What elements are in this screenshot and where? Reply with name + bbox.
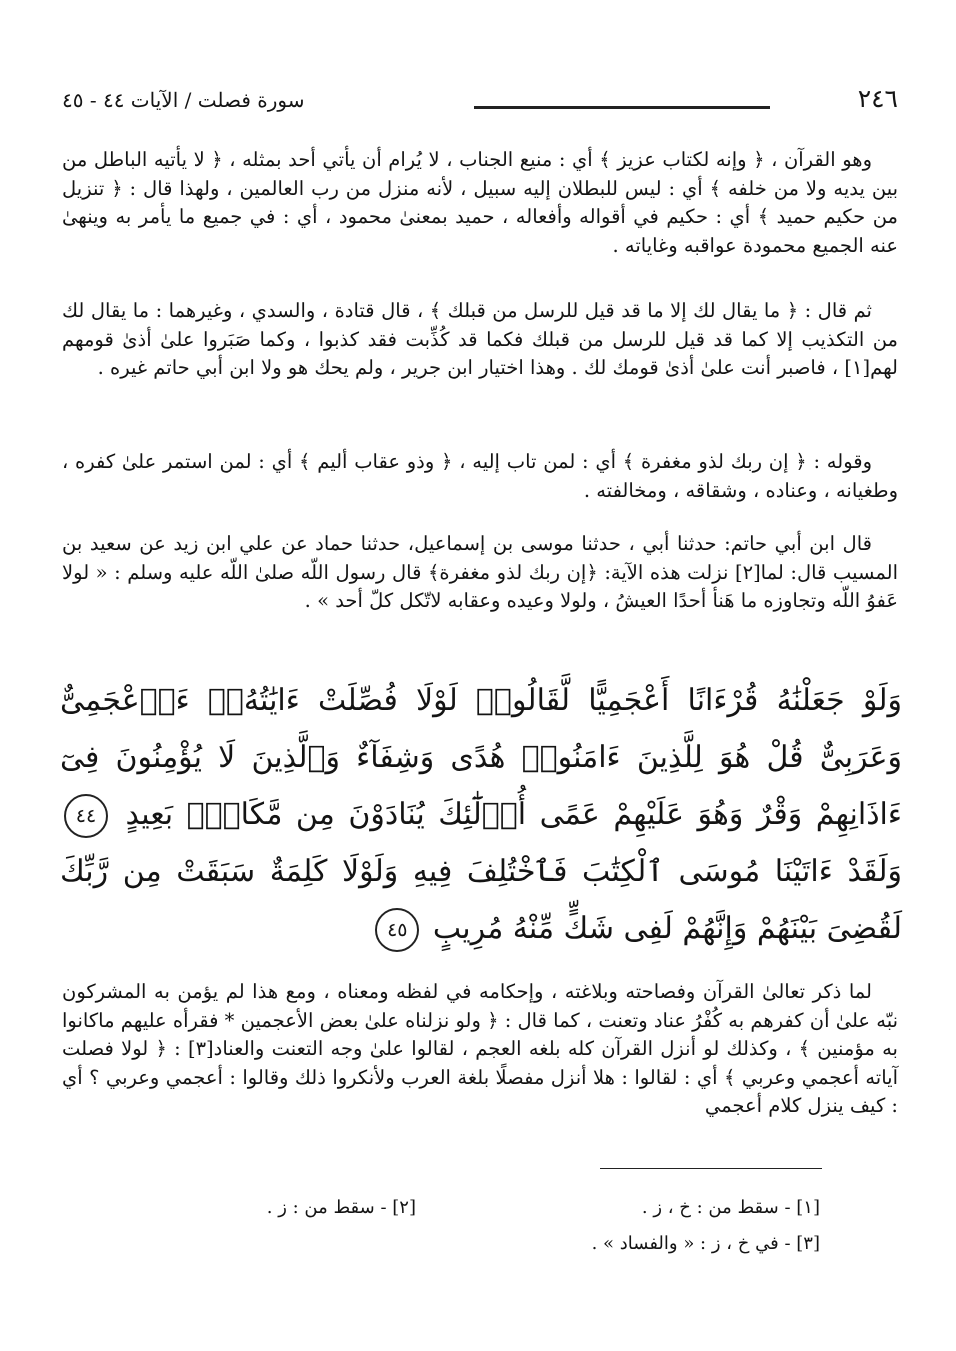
paragraph-line: ثم قال : ﴿ ما يقال لك إلا ما قد قيل للرسل من قبلك ﴾ ، قال قتادة ، والسدي ، <box>238 299 872 322</box>
paragraph-line: استمر علىٰ كفره ، وطغيانه ، وعناده ، وشقاقه ، ومخالفته . <box>62 450 898 502</box>
paragraph-4 <box>62 530 898 660</box>
paragraph-line: قال ابن أبي حاتم: حدثنا أبي ، حدثنا موسى بن إسماعيل، حدثنا حماد عن علي ابن زيد <box>173 532 872 555</box>
paragraph-line: يأتيه الباطل من بين يديه ولا من خلفه ﴾ أي : ليس للبطلان إليه سبيل ، لأنه منزل من رب <box>62 148 899 200</box>
paragraph-line: العالمين ، ولهذا قال : ﴿ تنزيل من حكيم حميد ﴾ أي : حكيم في أقواله وأفعاله ، حميد بمعنىٰ <box>62 176 898 229</box>
verse-45-text: وَلَقَدْ ءَاتَيْنَا مُوسَى ٱلْكِتَٰبَ فَٱخْتُلِفَ فِيهِ وَلَوْلَا كَلِمَةٌ سَبَقَتْ مِن رَّبِّكَ لَقُضِىَ بَيْنَهُمْ وَإِنَّهُمْ لَفِى شَكٍّ مِّنْهُ مُرِيبٍ <box>60 854 902 946</box>
surah-title: سورة فصلت / الآيات ٤٤ - ٤٥ <box>62 88 305 112</box>
paragraph-5 <box>62 978 898 1148</box>
paragraph-2 <box>62 297 898 433</box>
paragraph-line: لقالوا علىٰ وجه التعنت والعناد[٣] : ﴿ لولا فصلت آياته أعجمي وعربي ﴾ أي : لقالوا : هلا <box>62 1037 898 1089</box>
page-number: ٢٤٦ <box>857 84 898 113</box>
paragraph-line: كلّ أحد » . <box>304 589 394 613</box>
footnote-2 <box>267 1196 416 1220</box>
paragraph-3 <box>62 448 898 508</box>
footnote-label: [١] - <box>784 1197 820 1218</box>
footnote-text: سقط من : ز . <box>266 1197 375 1218</box>
paragraph-line: أنزل مفصلًا بلغة العرب ولأنكروا ذلك وقالوا : أعجمي وعربي ؟ أي : كيف ينزل كلام أعجمي <box>62 1065 898 1118</box>
paragraph-line: عن سعيد بن المسيب قال: لما[٢] نزلت هذه الآية: ﴿إن ربك لذو مغفرة﴾ قال رسول اللّه صلىٰ <box>62 532 898 584</box>
paragraph-line: وقوله : ﴿ إن ربك لذو مغفرة ﴾ أي : لمن تاب إليه ، ﴿ وذو عقاب أليم ﴾ أي : لمن <box>219 450 873 473</box>
paragraph-line: وغيرهما : ما يقال لك من التكذيب إلا كما قد قيل للرسل من قبلك فكما قد كُذِّبت فقد <box>62 299 899 351</box>
paragraph-line: الأعجمين * فقرأه عليهم ماكانوا به مؤمنين ﴾ ، وكذلك لو أنزل القرآن كله بلغه العجم ، <box>62 1008 898 1061</box>
header-rule <box>474 106 770 109</box>
paragraph-line: ابن جرير ، ولم يحك هو ولا ابن أبي حاتم غيره . <box>97 356 473 380</box>
paragraph-line: محمود ، أي : في جميع ما يأمر به وينهىٰ عنه الجميع محمودة عواقبه وغاياته . <box>62 205 898 257</box>
verse-45-marker: ٤٥ <box>375 908 419 952</box>
footnote-3 <box>592 1232 820 1256</box>
footnote-label: [٣] - <box>784 1233 820 1254</box>
paragraph-1 <box>62 146 898 282</box>
quran-verses <box>60 672 902 962</box>
footnote-text: سقط من : خ ، ز . <box>641 1197 779 1218</box>
footnote-rule <box>600 1168 822 1169</box>
footnote-text: في خ ، ز : « والفساد » . <box>591 1233 779 1254</box>
footnote-label: [٢] - <box>380 1197 416 1218</box>
footnote-1 <box>642 1196 820 1220</box>
page-header <box>62 84 898 124</box>
verse-44-text: وَلَوْ جَعَلْنَٰهُ قُرْءَانًا أَعْجَمِيًّا لَّقَالُوا۟ لَوْلَا فُصِّلَتْ ءَايَٰتُهُۥٓ ءَا۬عْجَمِىٌّ وَعَرَبِىٌّ قُلْ هُوَ لِلَّذِينَ ءَامَنُوا۟ هُدًى وَشِفَآءٌ وَٱلَّذِينَ لَا يُؤْمِنُونَ فِىٓ ءَاذَانِهِمْ وَقْرٌ وَهُوَ عَلَيْهِمْ عَمًى أُو۟لَٰٓئِكَ يُنَادَوْنَ مِن مَّكَانٍۭ بَعِيدٍ <box>60 683 902 832</box>
paragraph-line: اللّه عليه وسلم : « لولا عَفوُ اللّه وتجاوزه ما هَنأ أحدًا العيشُ ، ولولا وعيده وعقابه لاتّكل <box>62 560 898 613</box>
verse-44-marker: ٤٤ <box>64 794 108 838</box>
paragraph-line: لما ذكر تعالىٰ القرآن وفصاحته وبلاغته ، وإحكامه في لفظه ومعناه ، ومع هذا لم يؤمن به <box>154 980 872 1003</box>
paragraph-line: المشركون نبّه علىٰ أن كفرهم به كُفْرُ عناد وتعنت ، كما قال : ﴿ ولو نزلناه علىٰ بعض <box>62 980 899 1032</box>
paragraph-line: وهو القرآن ، ﴿ وإنه لكتاب عزيز ﴾ أي : منيع الجناب ، لا يُرام أن يأتي أحد بمثله ، ﴿ لا <box>193 148 872 171</box>
paragraph-line: كذبوا ، وكما صَبَروا علىٰ أذىٰ قومهم لهم[١] ، فاصبر أنت علىٰ أذىٰ قومك لك . وهذا اختيار <box>62 327 898 380</box>
